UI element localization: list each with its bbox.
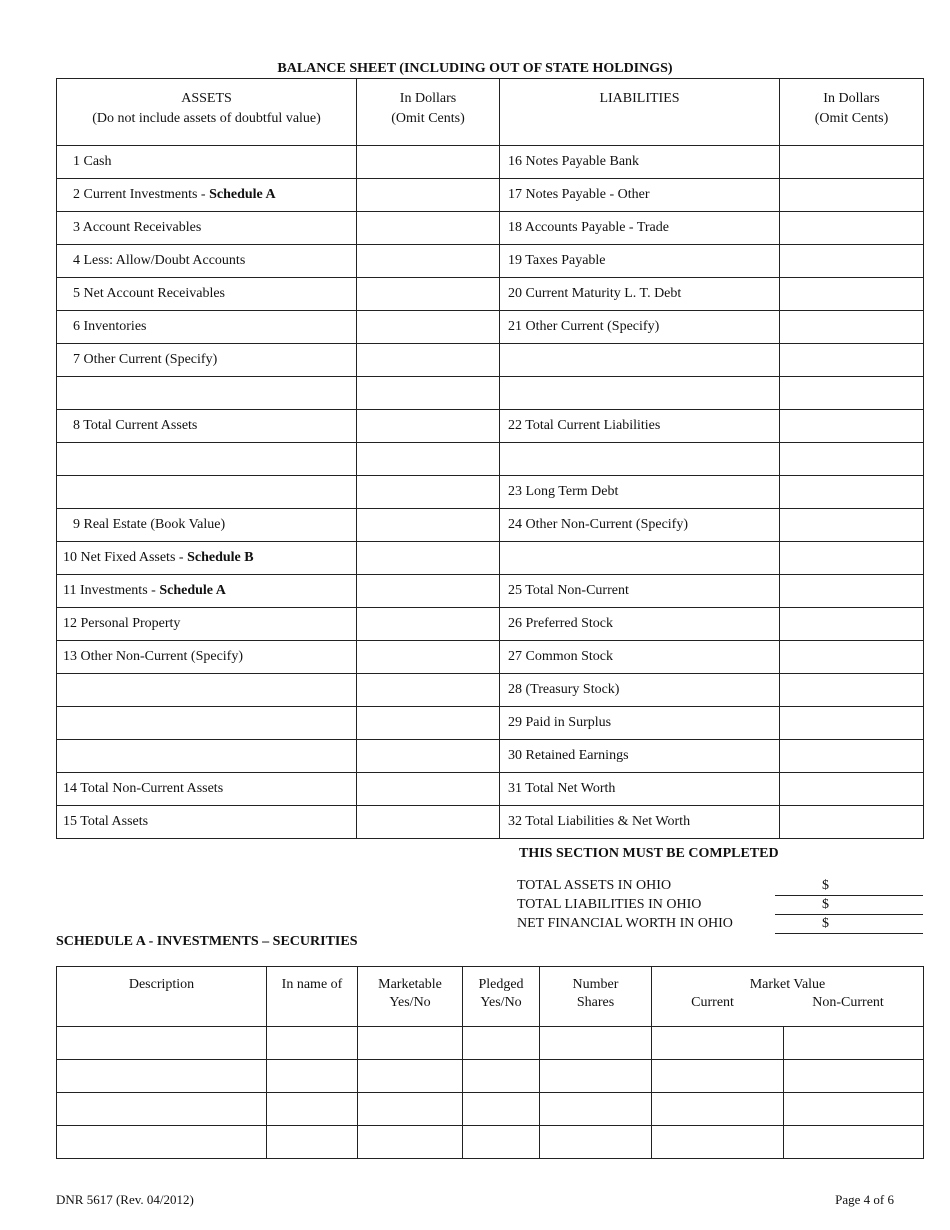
asset-label-cell — [57, 179, 357, 212]
asset-label: 7 Other Current (Specify) — [73, 352, 218, 367]
asset-label-cell — [57, 410, 357, 443]
market-value-non-current-field[interactable] — [784, 1093, 924, 1126]
liability-label: 27 Common Stock — [508, 649, 614, 664]
balance-sheet-row — [57, 278, 924, 311]
asset-label-cell — [57, 740, 357, 773]
liability-dollars-field[interactable] — [780, 641, 924, 674]
balance-sheet-row — [57, 509, 924, 542]
market-value-non-current-field[interactable] — [784, 1060, 924, 1093]
page-title: BALANCE SHEET (INCLUDING OUT OF STATE HOLDINGS) — [277, 61, 673, 76]
liabilities-header-label: LIABILITIES — [599, 91, 680, 106]
in-name-of-field[interactable] — [267, 1060, 358, 1093]
ohio-total-liabilities-field[interactable] — [775, 897, 923, 915]
asset-label-cell — [57, 707, 357, 740]
number-shares-header — [540, 967, 652, 1027]
schedule-a-row — [57, 1027, 924, 1060]
asset-schedule-ref: Schedule A — [209, 187, 276, 202]
schedule-a-row — [57, 1093, 924, 1126]
description-field[interactable] — [57, 1126, 267, 1159]
number-shares-field[interactable] — [540, 1060, 652, 1093]
asset-dollars-field[interactable] — [357, 410, 500, 443]
asset-label-cell — [57, 311, 357, 344]
asset-dollars-field[interactable] — [357, 179, 500, 212]
balance-sheet-row — [57, 344, 924, 377]
ohio-section-title: THIS SECTION MUST BE COMPLETED — [519, 846, 779, 861]
in-name-of-header: In name of — [267, 967, 358, 1027]
ohio-total-assets-field[interactable] — [775, 878, 923, 896]
pledged-field[interactable] — [463, 1060, 540, 1093]
asset-dollars-field[interactable] — [357, 542, 500, 575]
schedule-a-title: SCHEDULE A - INVESTMENTS – SECURITIES — [56, 934, 358, 949]
in-dollars-label: In Dollars — [399, 91, 457, 106]
liability-dollars-field[interactable] — [780, 278, 924, 311]
liability-label-cell — [500, 212, 780, 245]
liability-label-cell — [500, 773, 780, 806]
yes-no-label: Yes/No — [480, 995, 522, 1010]
market-value-current-field[interactable] — [652, 1093, 784, 1126]
liability-dollars-field[interactable] — [780, 476, 924, 509]
asset-label-cell — [57, 773, 357, 806]
asset-label: 14 Total Non-Current Assets — [63, 781, 224, 796]
ohio-net-worth-field[interactable] — [775, 916, 923, 934]
liability-label: 32 Total Liabilities & Net Worth — [508, 814, 691, 829]
dollar-sign: $ — [822, 878, 829, 893]
asset-dollars-field[interactable] — [357, 443, 500, 476]
marketable-field[interactable] — [358, 1060, 463, 1093]
liability-dollars-field[interactable] — [780, 674, 924, 707]
liability-label-cell — [500, 377, 780, 410]
liability-dollars-field[interactable] — [780, 509, 924, 542]
balance-sheet-row — [57, 410, 924, 443]
non-current-label: Non-Current — [812, 995, 884, 1010]
asset-label: 5 Net Account Receivables — [73, 286, 226, 301]
market-value-label: Market Value — [749, 977, 826, 992]
description-field[interactable] — [57, 1093, 267, 1126]
asset-dollars-field[interactable] — [357, 377, 500, 410]
marketable-field[interactable] — [358, 1093, 463, 1126]
asset-dollars-field[interactable] — [357, 740, 500, 773]
liability-label-cell — [500, 509, 780, 542]
liability-label: 16 Notes Payable Bank — [508, 154, 640, 169]
description-header: Description — [57, 967, 267, 1027]
asset-label-cell — [57, 212, 357, 245]
liability-dollars-field[interactable] — [780, 542, 924, 575]
liability-label: 18 Accounts Payable - Trade — [508, 220, 669, 235]
balance-sheet-row — [57, 542, 924, 575]
market-value-current-field[interactable] — [652, 1060, 784, 1093]
liability-dollars-field[interactable] — [780, 707, 924, 740]
balance-sheet-row — [57, 773, 924, 806]
asset-dollars-field[interactable] — [357, 146, 500, 179]
liability-label: 30 Retained Earnings — [508, 748, 629, 763]
assets-dollars-header — [357, 79, 500, 146]
balance-sheet-row — [57, 641, 924, 674]
asset-label-cell — [57, 575, 357, 608]
in-dollars-label: In Dollars — [823, 91, 880, 106]
liability-label-cell — [500, 344, 780, 377]
liability-dollars-field[interactable] — [780, 146, 924, 179]
asset-schedule-ref: Schedule A — [159, 583, 226, 598]
liability-dollars-field[interactable] — [780, 311, 924, 344]
balance-sheet-row — [57, 707, 924, 740]
liability-label: 24 Other Non-Current (Specify) — [508, 517, 689, 532]
assets-header-note: (Do not include assets of doubtful value) — [92, 111, 321, 126]
market-value-non-current-field[interactable] — [784, 1126, 924, 1159]
asset-label-cell — [57, 641, 357, 674]
asset-dollars-field[interactable] — [357, 608, 500, 641]
liability-dollars-field[interactable] — [780, 212, 924, 245]
number-shares-field[interactable] — [540, 1126, 652, 1159]
liability-label-cell — [500, 443, 780, 476]
balance-sheet-row — [57, 311, 924, 344]
asset-label-cell — [57, 146, 357, 179]
ohio-line-label: TOTAL LIABILITIES IN OHIO — [517, 897, 702, 912]
liability-label-cell — [500, 311, 780, 344]
schedule-a-row — [57, 1126, 924, 1159]
balance-sheet-row — [57, 806, 924, 839]
shares-label: Shares — [576, 995, 615, 1010]
asset-dollars-field[interactable] — [357, 707, 500, 740]
liability-label: 20 Current Maturity L. T. Debt — [508, 286, 682, 301]
pledged-field[interactable] — [463, 1027, 540, 1060]
asset-label: 12 Personal Property — [63, 616, 181, 631]
liability-dollars-field[interactable] — [780, 773, 924, 806]
asset-dollars-field[interactable] — [357, 212, 500, 245]
asset-label: 6 Inventories — [73, 319, 147, 334]
asset-dollars-field[interactable] — [357, 509, 500, 542]
liabilities-dollars-header — [780, 79, 924, 146]
liability-label: 29 Paid in Surplus — [508, 715, 612, 730]
liability-label-cell — [500, 476, 780, 509]
liability-label-cell — [500, 146, 780, 179]
asset-label: 2 Current Investments - — [73, 187, 210, 202]
asset-dollars-field[interactable] — [357, 476, 500, 509]
asset-dollars-field[interactable] — [357, 674, 500, 707]
asset-label: 10 Net Fixed Assets - — [63, 550, 188, 565]
liability-label-cell — [500, 179, 780, 212]
liability-label: 28 (Treasury Stock) — [508, 682, 620, 697]
balance-sheet-row — [57, 146, 924, 179]
balance-sheet-row — [57, 443, 924, 476]
market-value-non-current-field[interactable] — [784, 1027, 924, 1060]
asset-label: 13 Other Non-Current (Specify) — [63, 649, 244, 664]
asset-dollars-field[interactable] — [357, 344, 500, 377]
liability-label-cell — [500, 410, 780, 443]
marketable-field[interactable] — [358, 1027, 463, 1060]
liability-label-cell — [500, 575, 780, 608]
market-value-header — [652, 967, 924, 1027]
liability-label-cell — [500, 707, 780, 740]
liability-label: 17 Notes Payable - Other — [508, 187, 650, 202]
page-number: Page 4 of 6 — [835, 1192, 894, 1207]
liability-dollars-field[interactable] — [780, 377, 924, 410]
asset-label-cell — [57, 806, 357, 839]
balance-sheet-row — [57, 179, 924, 212]
ohio-line-label: NET FINANCIAL WORTH IN OHIO — [517, 916, 733, 931]
pledged-header — [463, 967, 540, 1027]
liability-label: 21 Other Current (Specify) — [508, 319, 660, 334]
in-name-of-field[interactable] — [267, 1126, 358, 1159]
asset-label: 8 Total Current Assets — [73, 418, 198, 433]
balance-sheet-row — [57, 377, 924, 410]
asset-label: 1 Cash — [73, 154, 112, 169]
asset-label-cell — [57, 278, 357, 311]
in-name-of-field[interactable] — [267, 1093, 358, 1126]
liability-label-cell — [500, 740, 780, 773]
liability-label-cell — [500, 674, 780, 707]
balance-sheet-row — [57, 674, 924, 707]
current-label: Current — [691, 995, 734, 1010]
omit-cents-label: (Omit Cents) — [391, 111, 465, 126]
asset-schedule-ref: Schedule B — [187, 550, 254, 565]
balance-sheet-table — [56, 78, 924, 839]
liability-dollars-field[interactable] — [780, 344, 924, 377]
asset-label-cell — [57, 377, 357, 410]
omit-cents-label: (Omit Cents) — [814, 111, 889, 126]
liability-label-cell — [500, 608, 780, 641]
liabilities-header — [500, 79, 780, 146]
liability-label-cell — [500, 245, 780, 278]
asset-label-cell — [57, 443, 357, 476]
market-value-current-field[interactable] — [652, 1027, 784, 1060]
dollar-sign: $ — [822, 897, 829, 912]
assets-header-label: ASSETS — [181, 91, 232, 106]
description-field[interactable] — [57, 1060, 267, 1093]
form-id: DNR 5617 (Rev. 04/2012) — [56, 1192, 194, 1207]
yes-no-label: Yes/No — [389, 995, 431, 1010]
assets-header — [57, 79, 357, 146]
asset-label: 15 Total Assets — [63, 814, 149, 829]
asset-label-cell — [57, 674, 357, 707]
asset-dollars-field[interactable] — [357, 773, 500, 806]
asset-label-cell — [57, 476, 357, 509]
dollar-sign: $ — [822, 916, 829, 931]
balance-sheet-header-row — [57, 79, 924, 146]
asset-dollars-field[interactable] — [357, 311, 500, 344]
liability-dollars-field[interactable] — [780, 443, 924, 476]
balance-sheet-row — [57, 575, 924, 608]
liability-dollars-field[interactable] — [780, 806, 924, 839]
liability-dollars-field[interactable] — [780, 575, 924, 608]
asset-dollars-field[interactable] — [357, 278, 500, 311]
asset-label-cell — [57, 509, 357, 542]
asset-label: 11 Investments - — [63, 583, 160, 598]
liability-label: 22 Total Current Liabilities — [508, 418, 661, 433]
asset-label-cell — [57, 542, 357, 575]
liability-label: 23 Long Term Debt — [508, 484, 619, 499]
number-shares-field[interactable] — [540, 1027, 652, 1060]
liability-label: 25 Total Non-Current — [508, 583, 629, 598]
balance-sheet-row — [57, 608, 924, 641]
description-field[interactable] — [57, 1027, 267, 1060]
asset-label: 3 Account Receivables — [73, 220, 202, 235]
pledged-label: Pledged — [478, 977, 524, 992]
liability-dollars-field[interactable] — [780, 740, 924, 773]
marketable-header — [358, 967, 463, 1027]
marketable-field[interactable] — [358, 1126, 463, 1159]
liability-label: 19 Taxes Payable — [508, 253, 606, 268]
balance-sheet-row — [57, 245, 924, 278]
ohio-line-label: TOTAL ASSETS IN OHIO — [517, 878, 672, 893]
liability-label-cell — [500, 278, 780, 311]
asset-label-cell — [57, 608, 357, 641]
in-name-of-field[interactable] — [267, 1027, 358, 1060]
liability-label-cell — [500, 806, 780, 839]
asset-label: 9 Real Estate (Book Value) — [73, 517, 226, 532]
asset-dollars-field[interactable] — [357, 575, 500, 608]
liability-label-cell — [500, 641, 780, 674]
number-shares-field[interactable] — [540, 1093, 652, 1126]
schedule-a-table — [56, 966, 924, 1159]
balance-sheet-row — [57, 740, 924, 773]
balance-sheet-row — [57, 212, 924, 245]
asset-label-cell — [57, 344, 357, 377]
asset-dollars-field[interactable] — [357, 806, 500, 839]
schedule-a-row — [57, 1060, 924, 1093]
liability-label: 26 Preferred Stock — [508, 616, 613, 631]
liability-label-cell — [500, 542, 780, 575]
liability-dollars-field[interactable] — [780, 245, 924, 278]
liability-dollars-field[interactable] — [780, 179, 924, 212]
schedule-a-header-row — [57, 967, 924, 1027]
pledged-field[interactable] — [463, 1126, 540, 1159]
liability-label: 31 Total Net Worth — [508, 781, 616, 796]
liability-dollars-field[interactable] — [780, 608, 924, 641]
marketable-label: Marketable — [378, 977, 442, 992]
asset-label-cell — [57, 245, 357, 278]
asset-dollars-field[interactable] — [357, 641, 500, 674]
asset-dollars-field[interactable] — [357, 245, 500, 278]
number-label: Number — [572, 977, 619, 992]
asset-label: 4 Less: Allow/Doubt Accounts — [73, 253, 246, 268]
market-value-current-field[interactable] — [652, 1126, 784, 1159]
liability-dollars-field[interactable] — [780, 410, 924, 443]
pledged-field[interactable] — [463, 1093, 540, 1126]
balance-sheet-row — [57, 476, 924, 509]
